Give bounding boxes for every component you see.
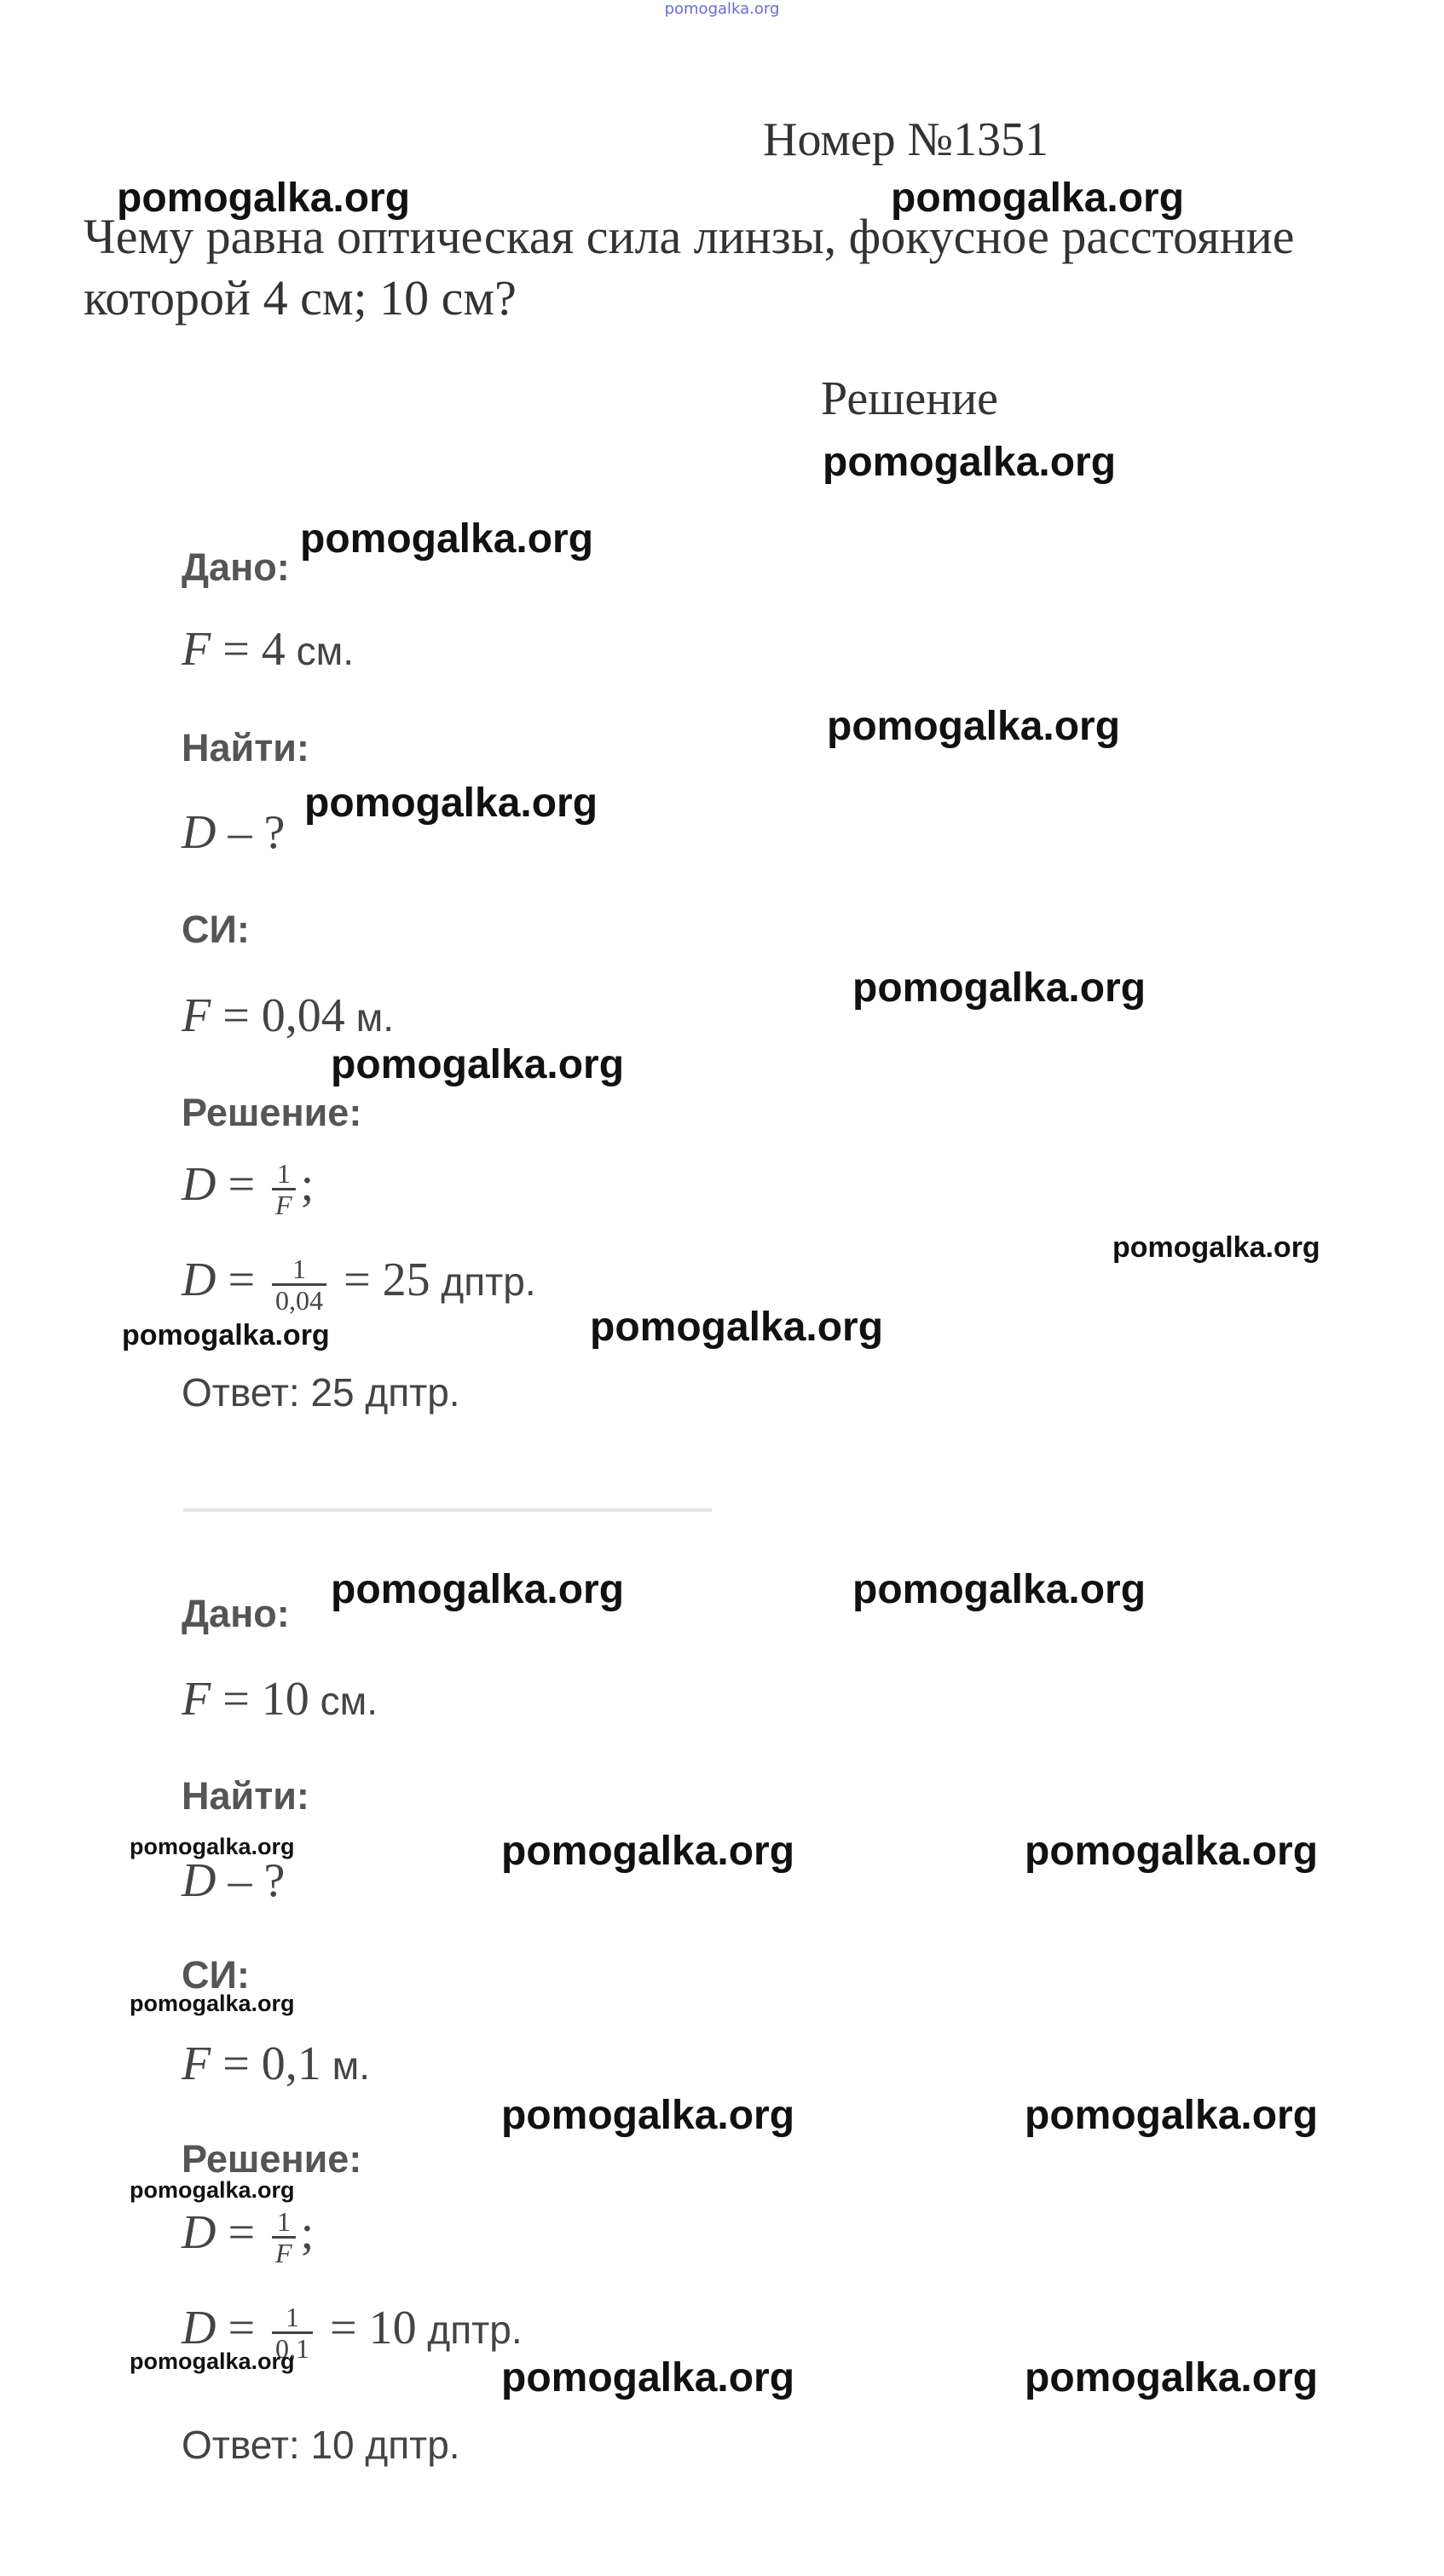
- watermark: pomogalka.org: [501, 2093, 795, 2138]
- solution-label-2: Решение:: [182, 2137, 362, 2181]
- si-rest-2: = 0,1: [211, 2037, 321, 2090]
- watermark: pomogalka.org: [122, 1319, 330, 1351]
- watermark: pomogalka.org: [300, 516, 594, 562]
- given-rest-2: = 10: [211, 1673, 309, 1726]
- formula-eq-2: =: [216, 2206, 268, 2259]
- given-label-2: Дано:: [182, 1592, 290, 1635]
- section-divider: [183, 1508, 712, 1512]
- formula-end-1: ;: [300, 1158, 315, 1211]
- solution-heading: Решение: [821, 372, 999, 425]
- calc-numerator-2: 1: [286, 2301, 300, 2332]
- formula-var-1: D: [182, 1158, 217, 1211]
- formula-2: [182, 2205, 314, 2268]
- formula-var-2: D: [182, 2206, 217, 2259]
- find-var-2: D: [182, 1854, 217, 1907]
- si-value-2: [182, 2037, 370, 2091]
- calc-denominator-2: 0,1: [272, 2331, 313, 2363]
- given-rest-1: = 4: [211, 623, 286, 676]
- watermark: pomogalka.org: [130, 1834, 295, 1859]
- formula-numerator-2: 1: [276, 2205, 291, 2237]
- calc-unit-2: дптр.: [416, 2308, 523, 2352]
- answer-text-1: Ответ: 25 дптр.: [182, 1370, 460, 1415]
- watermark: pomogalka.org: [827, 704, 1121, 749]
- watermark: pomogalka.org: [117, 176, 411, 221]
- answer-2: [182, 2416, 460, 2470]
- calc-1: [182, 1253, 536, 1315]
- calc-eq-1: =: [216, 1253, 268, 1306]
- given-value-2: [182, 1672, 378, 1726]
- si-rest-1: = 0,04: [211, 989, 345, 1042]
- formula-denominator-2: F: [272, 2236, 296, 2268]
- si-unit-1: м.: [344, 995, 394, 1040]
- watermark: pomogalka.org: [823, 440, 1117, 485]
- find-rest-2: – ?: [216, 1854, 286, 1907]
- si-var-2: F: [182, 2037, 211, 2090]
- watermark: pomogalka.org: [130, 2348, 295, 2374]
- watermark: pomogalka.org: [852, 1567, 1147, 1612]
- si-label-1: СИ:: [182, 908, 250, 951]
- si-label-2: СИ:: [182, 1953, 250, 1997]
- watermark: pomogalka.org: [304, 781, 598, 826]
- formula-fraction-2: [272, 2207, 296, 2268]
- find-label-1: Найти:: [182, 726, 309, 769]
- watermark: pomogalka.org: [1112, 1231, 1320, 1264]
- formula-end-2: ;: [300, 2206, 315, 2259]
- formula-fraction-1: [272, 1159, 296, 1219]
- number-heading: Номер №1351: [763, 113, 1049, 166]
- calc-var-2: D: [182, 2302, 217, 2354]
- solution-label-1: Решение:: [182, 1091, 362, 1134]
- si-unit-2: м.: [321, 2043, 370, 2088]
- watermark: pomogalka.org: [891, 176, 1185, 221]
- answer-text-2: Ответ: 10 дптр.: [182, 2423, 460, 2467]
- given-var-2: F: [182, 1673, 211, 1726]
- watermark: pomogalka.org: [1025, 2355, 1319, 2400]
- watermark: pomogalka.org: [130, 1991, 295, 2016]
- find-var-1: D: [182, 806, 217, 859]
- find-value-1: [182, 805, 285, 860]
- header-watermark: pomogalka.org: [664, 0, 780, 18]
- formula-numerator-1: 1: [276, 1157, 291, 1189]
- calc-denominator-1: 0,04: [272, 1283, 326, 1315]
- find-value-2: [182, 1853, 285, 1908]
- given-label-1: Дано:: [182, 545, 290, 589]
- watermark: pomogalka.org: [852, 965, 1147, 1011]
- watermark: pomogalka.org: [501, 1829, 795, 1874]
- formula-denominator-1: F: [272, 1188, 296, 1219]
- given-unit-1: см.: [285, 629, 354, 673]
- calc-eq-2: =: [216, 2302, 268, 2354]
- watermark: pomogalka.org: [1025, 2093, 1319, 2138]
- watermark: pomogalka.org: [130, 2177, 295, 2203]
- watermark: pomogalka.org: [501, 2355, 795, 2400]
- formula-1: [182, 1157, 314, 1219]
- calc-var-1: D: [182, 1253, 217, 1306]
- si-value-1: [182, 988, 394, 1043]
- question-text: Чему равна оптическая сила линзы, фокусное расстояние которой 4 см; 10 см?: [84, 209, 1295, 326]
- given-value-1: [182, 622, 354, 677]
- calc-fraction-1: [272, 1254, 326, 1315]
- calc-numerator-1: 1: [292, 1253, 307, 1284]
- watermark: pomogalka.org: [331, 1042, 625, 1087]
- si-var-1: F: [182, 989, 211, 1042]
- watermark: pomogalka.org: [331, 1567, 625, 1612]
- calc-result-2: = 10: [318, 2302, 417, 2354]
- find-rest-1: – ?: [216, 806, 286, 859]
- watermark: pomogalka.org: [590, 1305, 884, 1350]
- formula-eq-1: =: [216, 1158, 268, 1211]
- given-var-1: F: [182, 623, 211, 676]
- find-label-2: Найти:: [182, 1774, 309, 1818]
- calc-unit-1: дптр.: [430, 1259, 536, 1304]
- watermark: pomogalka.org: [1025, 1829, 1319, 1874]
- answer-1: [182, 1363, 460, 1418]
- calc-result-1: = 25: [332, 1253, 430, 1306]
- given-unit-2: см.: [309, 1679, 378, 1723]
